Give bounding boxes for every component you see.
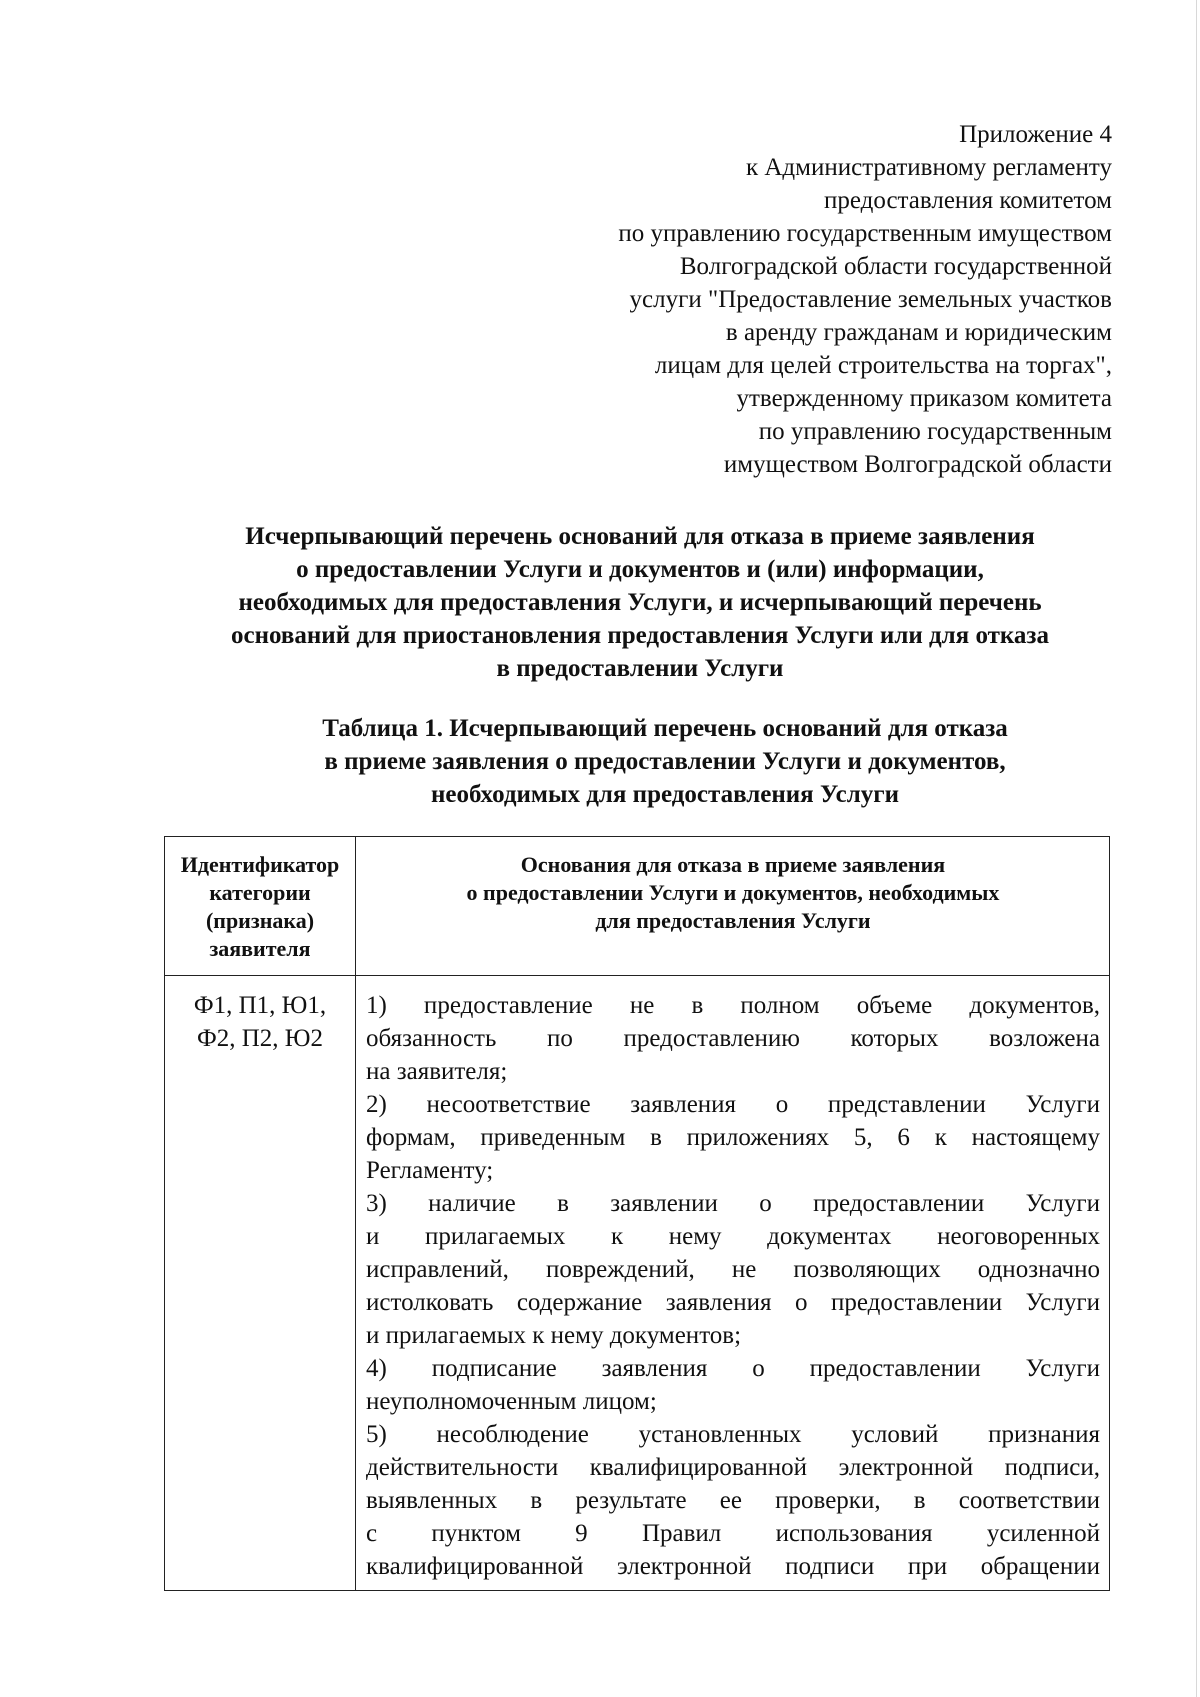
grounds-line: 1) предоставление не в полном объеме документов, (366, 992, 1100, 1019)
grounds-line: 2) несоответствие заявления о представлении Услуги (366, 1091, 1100, 1118)
header-grounds (357, 851, 1109, 935)
grounds-table (164, 836, 1110, 1591)
appendix-header (492, 118, 1112, 481)
appendix-line: в аренду гражданам и юридическим (725, 319, 1112, 346)
title-line: Исчерпывающий перечень оснований для отказа в приеме заявления (245, 523, 1035, 550)
grounds-line: действительности квалифицированной электронной подписи, (366, 1454, 1100, 1481)
appendix-line: Приложение 4 (959, 121, 1112, 148)
table-title (230, 712, 1100, 811)
grounds-line: 5) несоблюдение установленных условий признания (366, 1421, 1100, 1448)
grounds-line: обязанность по предоставлению которых возложена (366, 1025, 1100, 1052)
table-title-line: Таблица 1. Исчерпывающий перечень оснований для отказа (322, 715, 1008, 742)
header-left-line: заявителя (209, 936, 311, 961)
grounds-cell (366, 989, 1100, 1583)
grounds-line: 4) подписание заявления о предоставлении Услуги (366, 1355, 1100, 1382)
header-left-line: категории (209, 880, 311, 905)
column-divider (355, 837, 356, 1590)
grounds-line: исправлений, повреждений, не позволяющих однозначно (366, 1256, 1100, 1283)
grounds-line: выявленных в результате ее проверки, в соответствии (366, 1487, 1100, 1514)
grounds-line: истолковать содержание заявления о предоставлении Услуги (366, 1289, 1100, 1316)
grounds-line: и прилагаемых к нему документов; (366, 1322, 742, 1349)
title-line: оснований для приостановления предоставления Услуги или для отказа (231, 622, 1049, 649)
grounds-line: на заявителя; (366, 1058, 508, 1085)
grounds-line: Регламенту; (366, 1157, 494, 1184)
category-cell (165, 989, 355, 1055)
appendix-line: по управлению государственным (758, 418, 1112, 445)
title-line: о предоставлении Услуги и документов и (или) информации, (296, 556, 984, 583)
header-left-line: (признака) (205, 908, 315, 933)
scan-edge (1196, 0, 1197, 1697)
appendix-line: к Административному регламенту (745, 154, 1112, 181)
appendix-line: по управлению государственным имуществом (618, 220, 1112, 247)
grounds-line: квалифицированной электронной подписи при обращении (366, 1553, 1100, 1580)
category-line: Ф1, П1, Ю1, (193, 992, 327, 1019)
grounds-line: 3) наличие в заявлении о предоставлении Услуги (366, 1190, 1100, 1217)
header-right-line: для предоставления Услуги (595, 908, 871, 933)
appendix-line: лицам для целей строительства на торгах", (654, 352, 1112, 379)
grounds-line: и прилагаемых к нему документах неоговоренных (366, 1223, 1100, 1250)
category-line: Ф2, П2, Ю2 (196, 1025, 323, 1052)
grounds-line: с пунктом 9 Правил использования усиленной (366, 1520, 1100, 1547)
header-applicant-category (165, 851, 355, 963)
document-title (150, 520, 1130, 685)
header-divider (165, 975, 1109, 976)
title-line: необходимых для предоставления Услуги, и исчерпывающий перечень (238, 589, 1042, 616)
title-line: в предоставлении Услуги (496, 655, 784, 682)
table-title-line: необходимых для предоставления Услуги (431, 781, 899, 808)
appendix-line: Волгоградской области государственной (679, 253, 1112, 280)
table-title-line: в приеме заявления о предоставлении Услуги и документов, (324, 748, 1006, 775)
grounds-line: формам, приведенным в приложениях 5, 6 к настоящему (366, 1124, 1100, 1151)
appendix-line: утвержденному приказом комитета (736, 385, 1112, 412)
appendix-line: предоставления комитетом (823, 187, 1112, 214)
header-right-line: Основания для отказа в приеме заявления (520, 852, 946, 877)
appendix-line: имуществом Волгоградской области (723, 451, 1112, 478)
header-right-line: о предоставлении Услуги и документов, необходимых (466, 880, 1000, 905)
grounds-line: неуполномоченным лицом; (366, 1388, 657, 1415)
appendix-line: услуги "Предоставление земельных участков (629, 286, 1112, 313)
header-left-line: Идентификатор (180, 852, 340, 877)
